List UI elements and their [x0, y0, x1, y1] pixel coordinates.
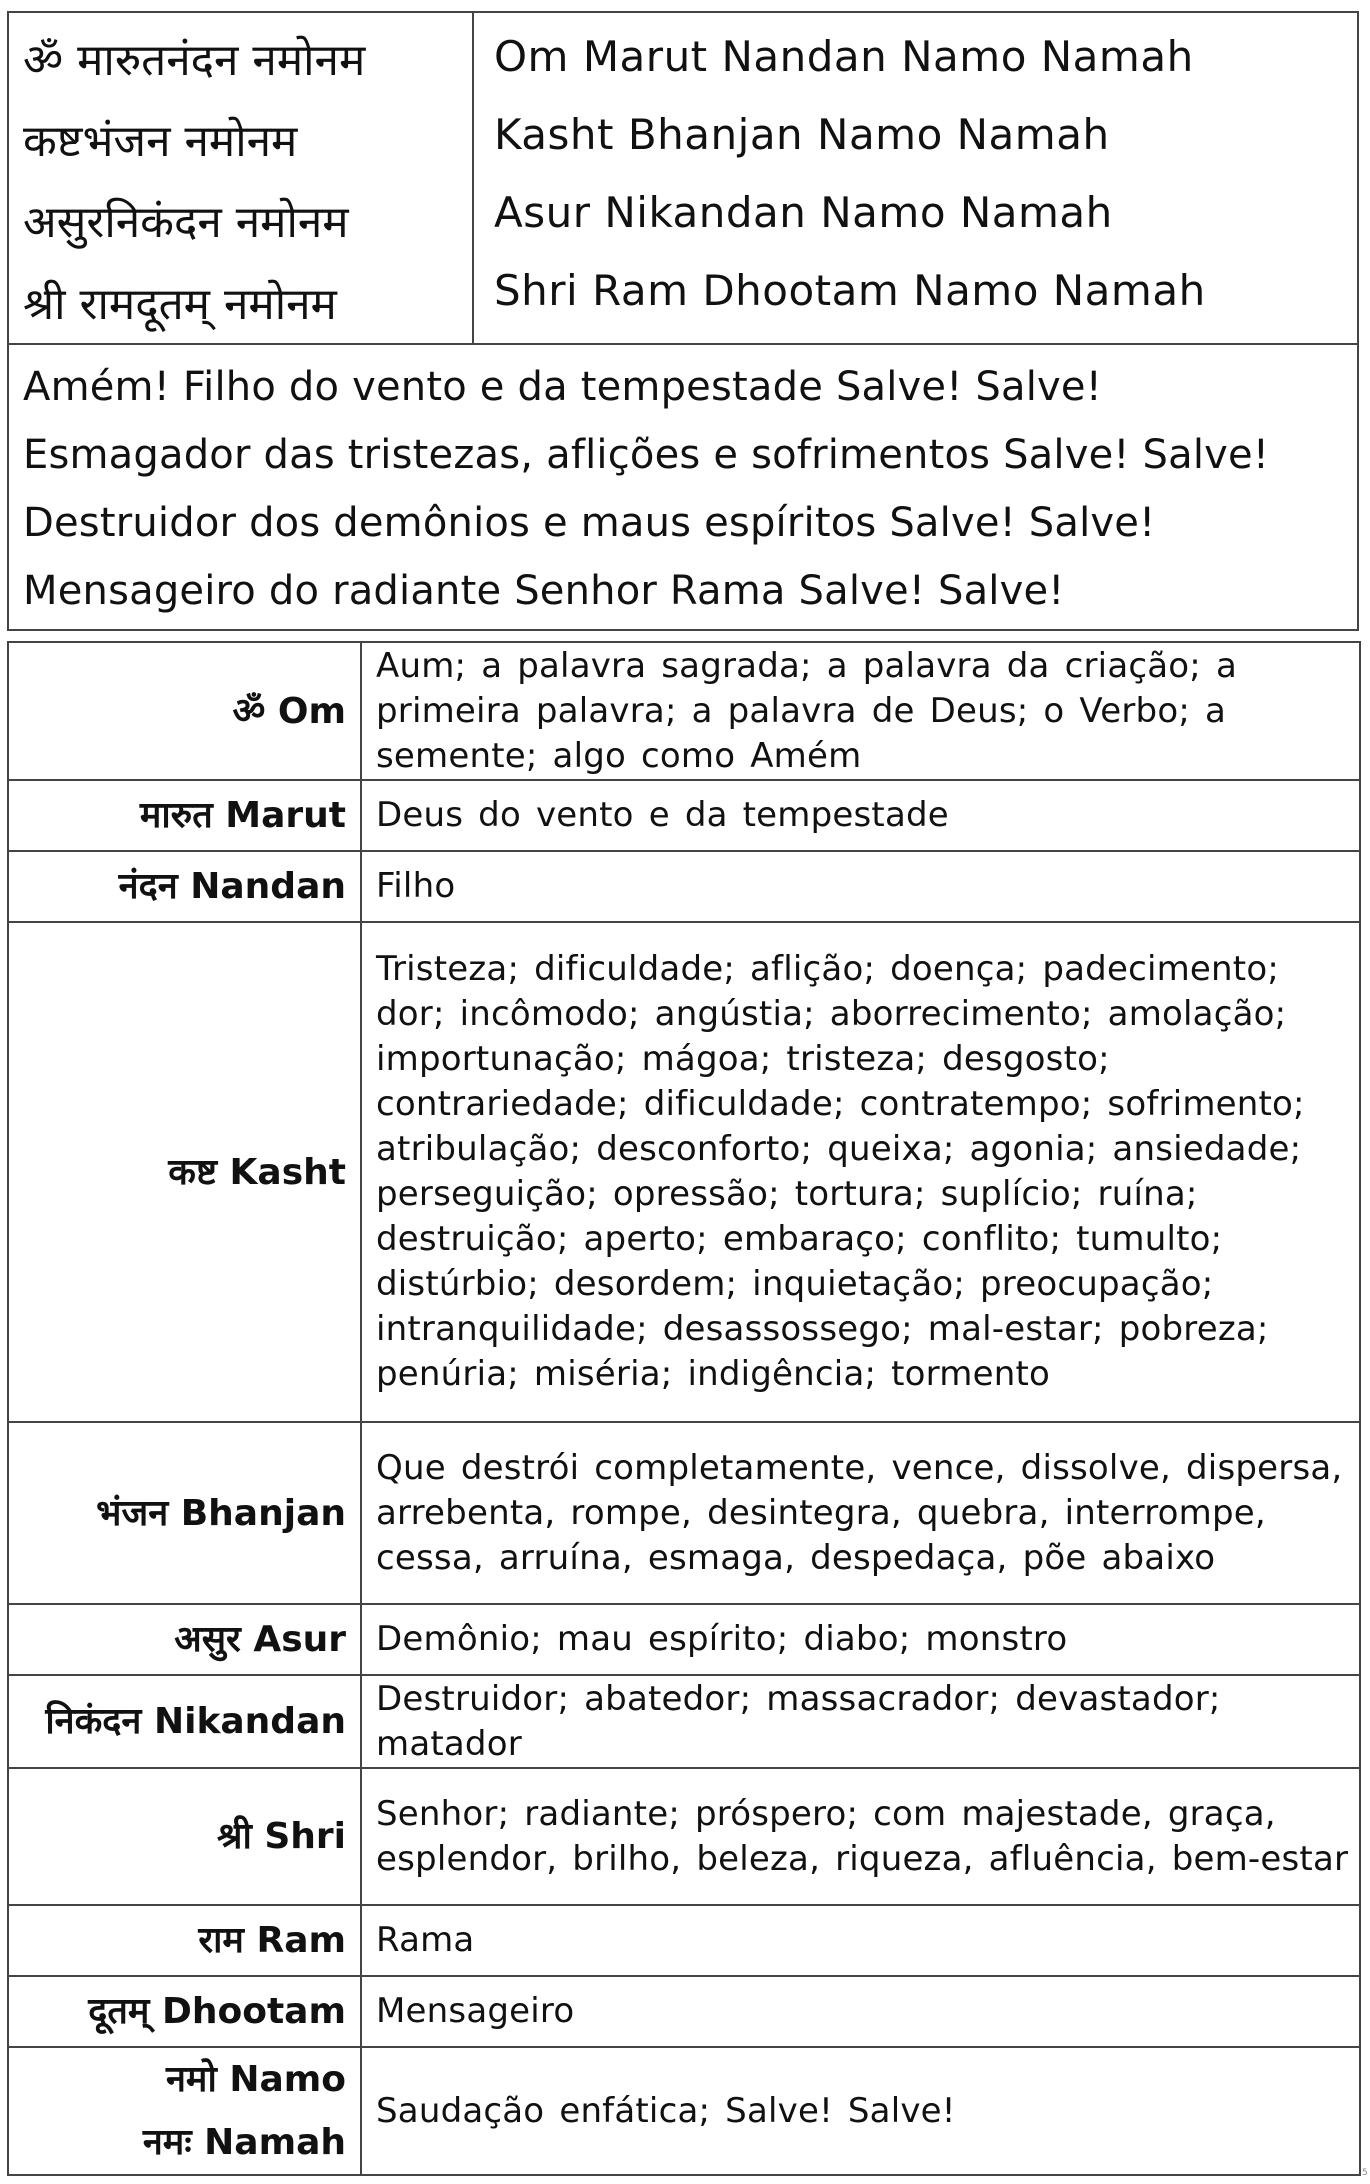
- definition-cell: Filho: [361, 851, 1360, 922]
- term-devanagari: असुर: [174, 1618, 241, 1660]
- term-cell: [8, 1604, 361, 1675]
- portuguese-translation: [23, 353, 1347, 625]
- portuguese-line: Destruidor dos demônios e maus espíritos Salve! Salve!: [23, 500, 1156, 546]
- table-row: [8, 1604, 1360, 1675]
- term-cell: [8, 1905, 361, 1976]
- term-latin: Dhootam: [162, 1991, 346, 2032]
- glossary-table: [7, 641, 1361, 2176]
- devanagari-column: [9, 13, 474, 343]
- devanagari-line: असुरनिकंदन नमोनम: [23, 197, 349, 248]
- definition-cell: Deus do vento e da tempestade: [361, 780, 1360, 851]
- term-devanagari: मारुत: [139, 794, 213, 836]
- term-cell: [8, 780, 361, 851]
- definition-cell: Aum; a palavra sagrada; a palavra da criação; a primeira palavra; a palavra de Deus; o Verbo; a semente; algo como Amém: [361, 642, 1360, 780]
- definition-cell: Que destrói completamente, vence, dissolve, dispersa, arrebenta, rompe, desintegra, quebra, interrompe, cessa, arruína, esmaga, despedaça, põe abaixo: [361, 1422, 1360, 1604]
- term-latin: Nikandan: [153, 1701, 346, 1742]
- term-devanagari: कष्ट: [168, 1150, 217, 1193]
- term-devanagari: ॐ: [232, 689, 266, 732]
- portuguese-line: Mensageiro do radiante Senhor Rama Salve! Salve!: [23, 568, 1065, 614]
- term-latin: Kasht: [229, 1151, 346, 1193]
- term-latin: Asur: [253, 1619, 346, 1660]
- term-cell: [8, 1675, 361, 1768]
- term-latin: Marut: [225, 795, 346, 836]
- term-devanagari: नमो: [165, 2058, 217, 2100]
- table-row: [8, 1675, 1360, 1768]
- devanagari-line: श्री रामदूतम् नमोनम: [23, 279, 337, 330]
- definition-cell: Demônio; mau espírito; diabo; monstro: [361, 1604, 1360, 1675]
- term-cell: [8, 1422, 361, 1604]
- term-devanagari: भंजन: [96, 1491, 169, 1534]
- transliteration-line: Kasht Bhanjan Namo Namah: [494, 110, 1110, 159]
- transliteration-column: [474, 13, 1357, 343]
- term-latin: Shri: [264, 1816, 346, 1857]
- term-devanagari: नंदन: [118, 865, 178, 907]
- definition-cell: Mensageiro: [361, 1976, 1360, 2047]
- term-devanagari: दूतम्: [88, 1990, 150, 2032]
- term-cell: [8, 851, 361, 922]
- term-cell: [8, 2047, 361, 2175]
- table-row: [8, 1422, 1360, 1604]
- definition-cell: Tristeza; dificuldade; aflição; doença; padecimento; dor; incômodo; angústia; aborrecimento; amolação; importunação; mágoa; tristeza; desgosto; contrariedade; dificuldade; contratempo; sofrimento; atribulação; desconforto; queixa; agonia; ansiedade; perseguição; opressão; tortura; suplício; ruína; destruição; aperto; embaraço; conflito; tumulto; distúrbio; desordem; inquietação; preocupação; intranquilidade; desassossego; mal-estar; pobreza; penúria; miséria; indigência; tormento: [361, 922, 1360, 1422]
- term-line: [9, 2048, 346, 2111]
- mantra-top-row: [9, 13, 1357, 345]
- term-latin: Nandan: [190, 866, 346, 907]
- term-latin: Bhanjan: [180, 1492, 346, 1534]
- term-devanagari: राम: [198, 1919, 244, 1961]
- transliteration-line: Asur Nikandan Namo Namah: [494, 188, 1113, 237]
- definition-cell: Senhor; radiante; próspero; com majestade, graça, esplendor, brilho, beleza, riqueza, afluência, bem-estar: [361, 1768, 1360, 1905]
- table-row: [8, 2047, 1360, 2175]
- term-cell: [8, 1768, 361, 1905]
- devanagari-line: कष्टभंजन नमोनम: [23, 116, 298, 167]
- term-latin: Ram: [256, 1920, 346, 1961]
- definition-cell: Rama: [361, 1905, 1360, 1976]
- term-latin: Namo: [229, 2059, 346, 2100]
- term-cell: [8, 922, 361, 1422]
- devanagari-line: ॐ मारुतनंदन नमोनम: [23, 35, 366, 86]
- portuguese-line: Esmagador das tristezas, aflições e sofrimentos Salve! Salve!: [23, 432, 1270, 478]
- term-devanagari: नमः: [142, 2121, 192, 2163]
- table-row: [8, 851, 1360, 922]
- table-row: [8, 780, 1360, 851]
- table-row: [8, 1905, 1360, 1976]
- mantra-box: [7, 11, 1359, 631]
- term-cell: [8, 642, 361, 780]
- term-cell: [8, 1976, 361, 2047]
- term-latin: Namah: [204, 2122, 346, 2163]
- table-row: [8, 1768, 1360, 1905]
- term-line: [9, 2111, 346, 2174]
- term-devanagari: निकंदन: [45, 1700, 142, 1742]
- term-latin: Om: [277, 690, 346, 732]
- corner-mark: 5: [1362, 2168, 1368, 2178]
- term-devanagari: श्री: [216, 1815, 252, 1857]
- table-row: [8, 642, 1360, 780]
- transliteration-line: Om Marut Nandan Namo Namah: [494, 32, 1194, 81]
- portuguese-line: Amém! Filho do vento e da tempestade Salve! Salve!: [23, 364, 1102, 410]
- table-row: [8, 1976, 1360, 2047]
- definition-cell: Saudação enfática; Salve! Salve!: [361, 2047, 1360, 2175]
- definition-cell: Destruidor; abatedor; massacrador; devastador; matador: [361, 1675, 1360, 1768]
- table-row: [8, 922, 1360, 1422]
- transliteration-line: Shri Ram Dhootam Namo Namah: [494, 266, 1206, 315]
